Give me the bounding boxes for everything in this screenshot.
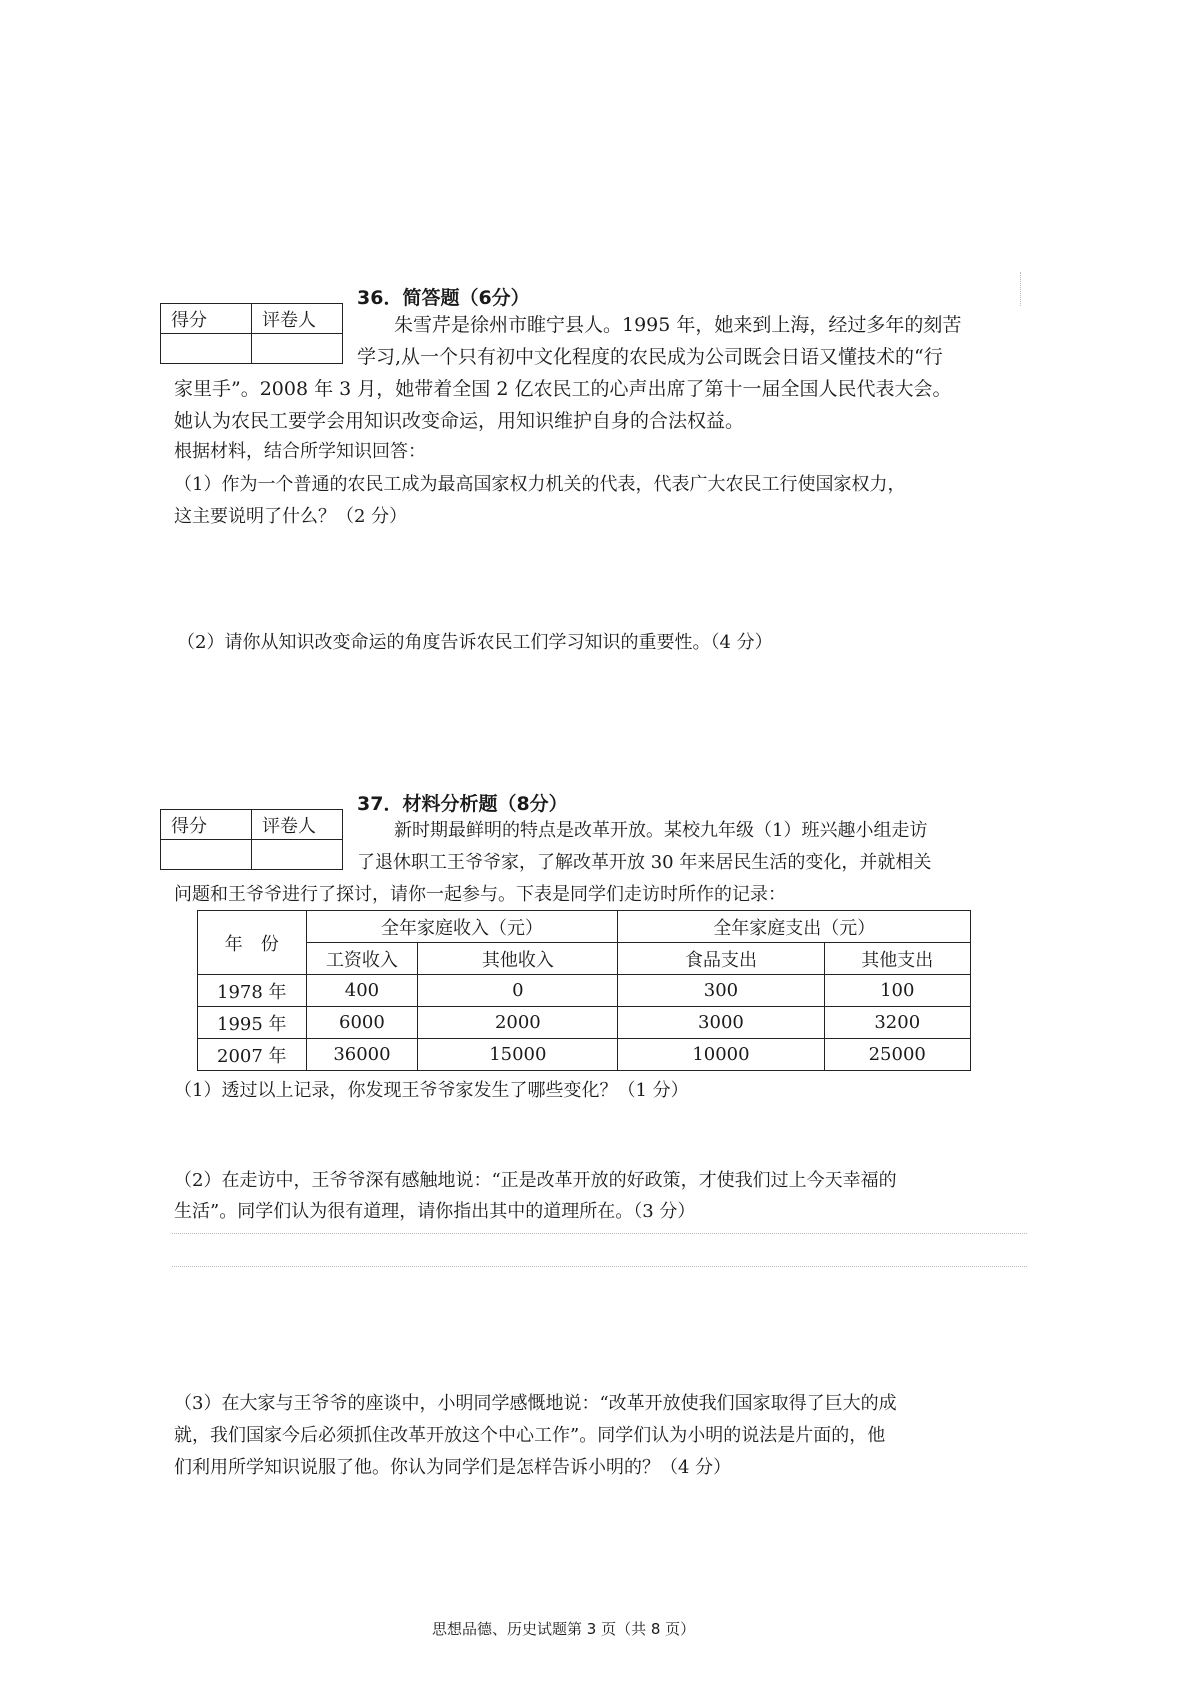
value-cell: 36000: [306, 1039, 418, 1071]
q37-para-line3: 问题和王爷爷进行了探讨，请你一起参与。下表是同学们走访时所作的记录：: [174, 884, 786, 905]
header-wage-income: 工资收入: [306, 943, 418, 975]
score-cell[interactable]: [161, 840, 252, 870]
header-expense: 全年家庭支出（元）: [618, 911, 971, 943]
value-cell: 0: [418, 975, 618, 1007]
q37-sub3-line3: 们利用所学知识说服了他。你认为同学们是怎样告诉小明的？（4 分）: [174, 1457, 732, 1478]
q36-para-line1: 朱雪芹是徐州市睢宁县人。1995 年，她来到上海，经过多年的刻苦: [394, 314, 962, 336]
header-food-expense: 食品支出: [618, 943, 824, 975]
q36-title: 36．简答题（6分）: [357, 287, 530, 309]
header-other-expense: 其他支出: [824, 943, 971, 975]
score-label: 得分: [161, 304, 252, 334]
value-cell: 15000: [418, 1039, 618, 1071]
q36-para-line3: 家里手”。2008 年 3 月，她带着全国 2 亿农民工的心声出席了第十一届全国人民代表大会。: [174, 378, 952, 400]
q37-para-line2: 了退休职工王爷爷家，了解改革开放 30 年来居民生活的变化，并就相关: [357, 852, 932, 873]
value-cell: 25000: [824, 1039, 971, 1071]
value-cell: 10000: [618, 1039, 824, 1071]
value-cell: 300: [618, 975, 824, 1007]
income-expense-table: [197, 910, 971, 1071]
table-row: [198, 1039, 971, 1071]
margin-dots: [1020, 272, 1021, 306]
q37-sub3-line1: （3）在大家与王爷爷的座谈中，小明同学感慨地说：“改革开放使我们国家取得了巨大的成: [174, 1393, 897, 1414]
q36-sub1-line1: （1）作为一个普通的农民工成为最高国家权力机关的代表，代表广大农民工行使国家权力，: [174, 474, 906, 495]
header-other-income: 其他收入: [418, 943, 618, 975]
year-cell: 2007 年: [198, 1039, 307, 1071]
answer-dotted-line: [172, 1233, 1027, 1234]
header-year: 年 份: [198, 911, 307, 975]
value-cell: 3200: [824, 1007, 971, 1039]
header-income: 全年家庭收入（元）: [306, 911, 618, 943]
value-cell: 400: [306, 975, 418, 1007]
score-cell[interactable]: [161, 334, 252, 364]
q36-para-line2: 学习,从一个只有初中文化程度的农民成为公司既会日语又懂技术的“行: [357, 346, 943, 368]
value-cell: 3000: [618, 1007, 824, 1039]
q36-sub1-line2: 这主要说明了什么？（2 分）: [174, 506, 408, 527]
year-cell: 1978 年: [198, 975, 307, 1007]
q36-score-box: [160, 303, 343, 364]
q37-score-box: [160, 809, 343, 870]
grader-label: 评卷人: [252, 304, 343, 334]
q37-title: 37．材料分析题（8分）: [357, 793, 568, 815]
q37-sub2-line1: （2）在走访中，王爷爷深有感触地说：“正是改革开放的好政策，才使我们过上今天幸福的: [174, 1170, 897, 1191]
score-label: 得分: [161, 810, 252, 840]
value-cell: 2000: [418, 1007, 618, 1039]
table-row: [198, 975, 971, 1007]
q37-para-line1: 新时期最鲜明的特点是改革开放。某校九年级（1）班兴趣小组走访: [394, 820, 928, 841]
year-cell: 1995 年: [198, 1007, 307, 1039]
grader-cell[interactable]: [252, 334, 343, 364]
q37-sub3-line2: 就，我们国家今后必须抓住改革开放这个中心工作”。同学们认为小明的说法是片面的，他: [174, 1425, 886, 1446]
grader-cell[interactable]: [252, 840, 343, 870]
answer-dotted-line: [172, 1266, 1027, 1267]
q37-sub2-line2: 生活”。同学们认为很有道理，请你指出其中的道理所在。（3 分）: [174, 1201, 696, 1222]
q36-sub2: （2）请你从知识改变命运的角度告诉农民工们学习知识的重要性。（4 分）: [177, 632, 773, 653]
q36-instruction: 根据材料，结合所学知识回答：: [174, 441, 426, 462]
page-footer: 思想品德、历史试题第 3 页（共 8 页）: [432, 1620, 696, 1638]
value-cell: 100: [824, 975, 971, 1007]
value-cell: 6000: [306, 1007, 418, 1039]
q36-para-line4: 她认为农民工要学会用知识改变命运，用知识维护自身的合法权益。: [174, 410, 745, 432]
q37-sub1: （1）透过以上记录，你发现王爷爷家发生了哪些变化？（1 分）: [174, 1080, 689, 1101]
table-row: [198, 1007, 971, 1039]
grader-label: 评卷人: [252, 810, 343, 840]
